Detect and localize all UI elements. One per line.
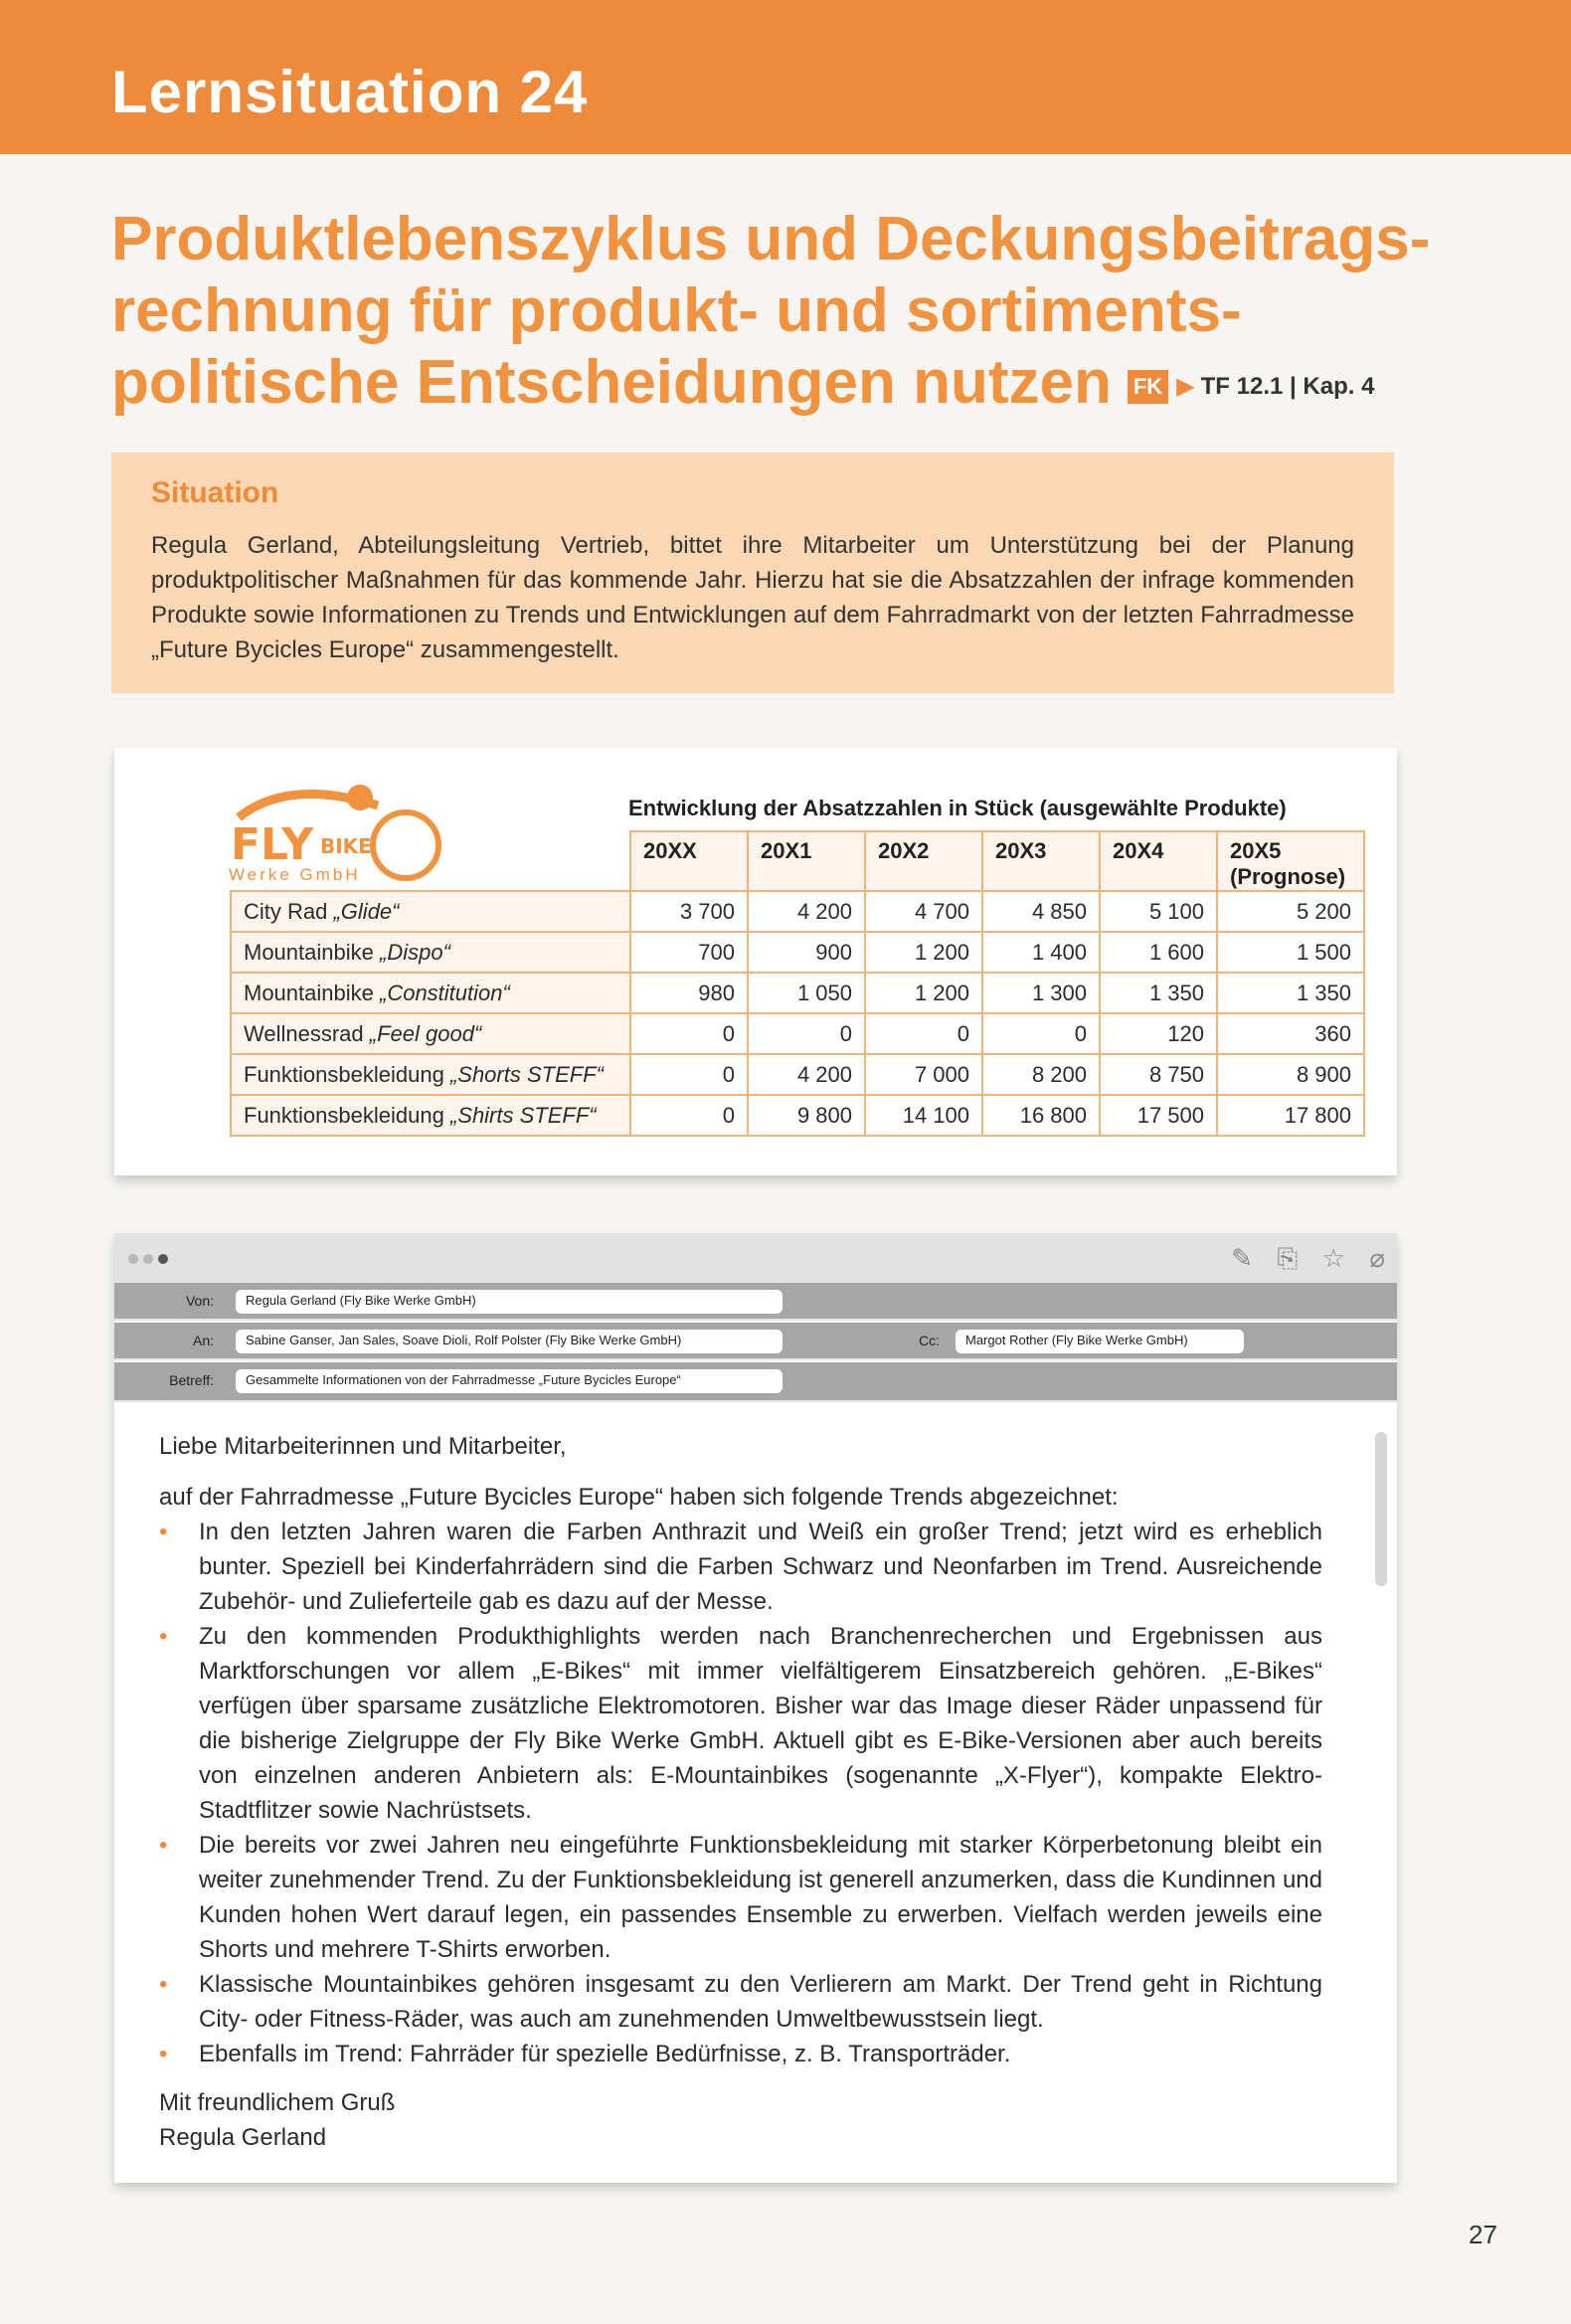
email-toolbar — [114, 1233, 1397, 1283]
sales-cell: 17 500 — [1100, 1095, 1217, 1136]
sales-cell: 9 800 — [748, 1095, 865, 1136]
sales-cell: 1 050 — [748, 973, 865, 1013]
sales-cell: 0 — [865, 1013, 982, 1054]
attachment-icon[interactable]: ⌀ — [1369, 1243, 1385, 1273]
heading-line-3-text: politische Entscheidungen nutzen — [111, 348, 1112, 417]
email-signature: Regula Gerland — [159, 2124, 327, 2151]
bullet-icon: • — [159, 2041, 168, 2067]
list-item: • Zu den kommenden Produkthighlights werden nach Branchenrecherchen und Ergebnissen aus Marktforschungen vor allem „E-Bikes“ mit immer vielfältigerem Einsatzbereich gehören. „E-Bikes“ verfügen über sparsame zusätzliche Elektromotoren. Bisher war das Image dieser Räder unpassend für die bisherige Zielgruppe der Fly Bike Werke GmbH. Aktuell gibt es E-Bike-Versionen aber auch bereits von einzelnen anderen Anbietern als: E-Mountainbikes (sogenannte „X-Flyer“), kompakte Elektro-Stadtflitzer sowie Nachrüstsets. — [159, 1619, 1322, 1828]
forecast-note: (Prognose) — [1230, 864, 1346, 889]
sales-cell: 0 — [630, 1054, 748, 1095]
table-row — [231, 1013, 1364, 1054]
logo-fly-text: FLY — [231, 819, 314, 870]
window-dot-icon[interactable] — [158, 1254, 168, 1264]
year-header: 20X2 — [865, 831, 982, 891]
sales-table-header — [231, 831, 1364, 891]
sales-cell: 1 300 — [982, 973, 1100, 1013]
table-row — [231, 891, 1364, 932]
email-greeting: Liebe Mitarbeiterinnen und Mitarbeiter, — [159, 1433, 567, 1460]
sales-cell: 4 200 — [748, 891, 865, 932]
list-item: • Klassische Mountainbikes gehören insgesamt zu den Verlierern am Markt. Der Trend geht in Richtung City- oder Fitness-Räder, was auch am zunehmenden Umweltbewusstsein liegt. — [159, 1967, 1322, 2037]
sales-table-caption: Entwicklung der Absatzzahlen in Stück (ausgewählte Produkte) — [628, 796, 1287, 820]
logo-bike-text: BIKE — [320, 834, 372, 858]
from-label: Von: — [185, 1293, 214, 1309]
list-item: • Ebenfalls im Trend: Fahrräder für spezielle Bedürfnisse, z. B. Transporträder. — [159, 2037, 1322, 2071]
sales-cell: 0 — [630, 1013, 748, 1054]
sales-cell: 5 200 — [1217, 891, 1364, 932]
bullet-icon: • — [159, 1519, 168, 1545]
window-dot-icon[interactable] — [128, 1254, 138, 1264]
sales-cell: 14 100 — [865, 1095, 982, 1136]
sales-cell: 1 600 — [1100, 932, 1217, 973]
situation-box — [111, 452, 1394, 693]
email-intro: auf der Fahrradmesse „Future Bycicles Europe“ haben sich folgende Trends abgezeichnet: — [159, 1484, 1119, 1511]
table-row — [231, 1054, 1364, 1095]
sales-table — [230, 830, 1365, 1137]
table-row — [231, 973, 1364, 1013]
pen-icon[interactable]: ✎ — [1231, 1243, 1253, 1273]
bullet-icon: • — [159, 1623, 168, 1650]
to-field[interactable]: Sabine Ganser, Jan Sales, Soave Dioli, Rolf Polster (Fly Bike Werke GmbH) — [236, 1330, 783, 1353]
year-header: 20X4 — [1100, 831, 1217, 891]
from-field[interactable]: Regula Gerland (Fly Bike Werke GmbH) — [236, 1290, 783, 1314]
arrow-right-icon: ▶ — [1176, 372, 1195, 400]
email-window — [114, 1233, 1397, 2183]
year-header: 20X3 — [982, 831, 1100, 891]
sales-cell: 4 850 — [982, 891, 1100, 932]
sales-cell: 0 — [748, 1013, 865, 1054]
year-header: 20XX — [630, 831, 748, 891]
sales-cell: 1 200 — [865, 932, 982, 973]
sales-cell: 5 100 — [1100, 891, 1217, 932]
sales-cell: 0 — [982, 1013, 1100, 1054]
sales-cell: 1 400 — [982, 932, 1100, 973]
fk-badge: FK — [1128, 370, 1168, 404]
product-label: Mountainbike „Constitution“ — [231, 973, 630, 1013]
sales-cell: 4 700 — [865, 891, 982, 932]
heading-line-2: rechnung für produkt- und sortiments- — [111, 276, 1242, 345]
chapter-reference — [1128, 370, 1375, 404]
to-row — [114, 1323, 1397, 1360]
sales-cell: 980 — [630, 973, 748, 1013]
page-heading — [111, 204, 1431, 419]
window-dot-icon[interactable] — [143, 1254, 153, 1264]
sales-cell: 16 800 — [982, 1095, 1100, 1136]
subject-field[interactable]: Gesammelte Informationen von der Fahrradmesse „Future Bycicles Europe“ — [236, 1369, 783, 1393]
to-label: An: — [192, 1333, 214, 1348]
sales-cell: 8 200 — [982, 1054, 1100, 1095]
forecast-year: 20X5 — [1230, 838, 1282, 863]
from-row — [114, 1283, 1397, 1321]
forecast-header — [1217, 831, 1364, 891]
email-tools — [1211, 1243, 1385, 1275]
sales-cell: 7 000 — [865, 1054, 982, 1095]
subject-row — [114, 1362, 1397, 1402]
email-scrollbar[interactable] — [1375, 1432, 1387, 1586]
page-number: 27 — [1469, 2220, 1497, 2249]
sales-card — [114, 748, 1397, 1175]
sales-cell: 1 350 — [1100, 973, 1217, 1013]
sales-cell: 1 200 — [865, 973, 982, 1013]
table-row — [231, 932, 1364, 973]
sales-cell: 4 200 — [748, 1054, 865, 1095]
situation-text: Regula Gerland, Abteilungsleitung Vertrieb, bittet ihre Mitarbeiter um Unterstützung bei der Planung produktpolitischer Maßnahmen für das kommende Jahr. Hierzu hat sie die Absatzzahlen der infrage kommenden Produkte sowie Informationen zu Trends und Entwicklungen auf dem Fahrradmarkt von der letzten Fahrradmesse „Future Bycicles Europe“ zusammengestellt. — [151, 532, 1354, 663]
sales-cell: 1 350 — [1217, 973, 1364, 1013]
sales-cell: 700 — [630, 932, 748, 973]
heading-line-1: Produktlebenszyklus und Deckungsbeitrags- — [111, 205, 1431, 273]
star-icon[interactable]: ☆ — [1321, 1243, 1345, 1273]
window-controls — [128, 1251, 173, 1269]
sales-cell: 8 900 — [1217, 1054, 1364, 1095]
product-label: Mountainbike „Dispo“ — [231, 932, 630, 973]
cc-label: Cc: — [919, 1333, 940, 1348]
sales-cell: 8 750 — [1100, 1054, 1217, 1095]
save-icon[interactable]: ⎘ — [1277, 1243, 1299, 1273]
list-item: • Die bereits vor zwei Jahren neu eingeführte Funktionsbekleidung mit starker Körperbetonung bleibt ein weiter zunehmender Trend. Zu der Funktionsbekleidung ist generell anzumerken, dass die Kundinnen und Kunden hohen Wert darauf legen, ein passendes Ensemble zu erwerben. Vielfach werden jeweils eine Shorts und mehrere T-Shirts erworben. — [159, 1828, 1322, 1967]
sales-cell: 120 — [1100, 1013, 1217, 1054]
heading-line-3 — [111, 347, 1404, 419]
bullet-icon: • — [159, 1971, 168, 1998]
email-closing: Mit freundlichem Gruß — [159, 2089, 396, 2116]
sales-cell: 360 — [1217, 1013, 1364, 1054]
product-label: Funktionsbekleidung „Shirts STEFF“ — [231, 1095, 630, 1136]
chapter-banner — [0, 0, 1571, 154]
bullet-icon: • — [159, 1832, 168, 1859]
sales-cell: 17 800 — [1217, 1095, 1364, 1136]
year-header: 20X1 — [748, 831, 865, 891]
table-row — [231, 1095, 1364, 1136]
trend-list — [159, 1515, 1322, 2071]
product-label: Wellnessrad „Feel good“ — [231, 1013, 630, 1054]
logo-subtitle: Werke GmbH — [229, 865, 361, 884]
situation-title: Situation — [151, 476, 279, 509]
cc-field[interactable]: Margot Rother (Fly Bike Werke GmbH) — [956, 1330, 1244, 1353]
sales-cell: 0 — [630, 1095, 748, 1136]
sales-cell: 1 500 — [1217, 932, 1364, 973]
email-body[interactable] — [159, 1429, 1322, 2155]
sales-cell: 900 — [748, 932, 865, 973]
product-label: City Rad „Glide“ — [231, 891, 630, 932]
chapter-title: Lernsituation 24 — [111, 59, 589, 125]
reference-text: TF 12.1 | Kap. 4 — [1200, 372, 1375, 400]
sales-cell: 3 700 — [630, 891, 748, 932]
list-item: • In den letzten Jahren waren die Farben Anthrazit und Weiß ein großer Trend; jetzt wird es erheblich bunter. Speziell bei Kinderfahrrädern sind die Farben Schwarz und Neonfarben im Trend. Ausreichende Zubehör- und Zulieferteile gab es dazu auf der Messe. — [159, 1515, 1322, 1619]
product-label: Funktionsbekleidung „Shorts STEFF“ — [231, 1054, 630, 1095]
subject-label: Betreff: — [169, 1372, 214, 1388]
